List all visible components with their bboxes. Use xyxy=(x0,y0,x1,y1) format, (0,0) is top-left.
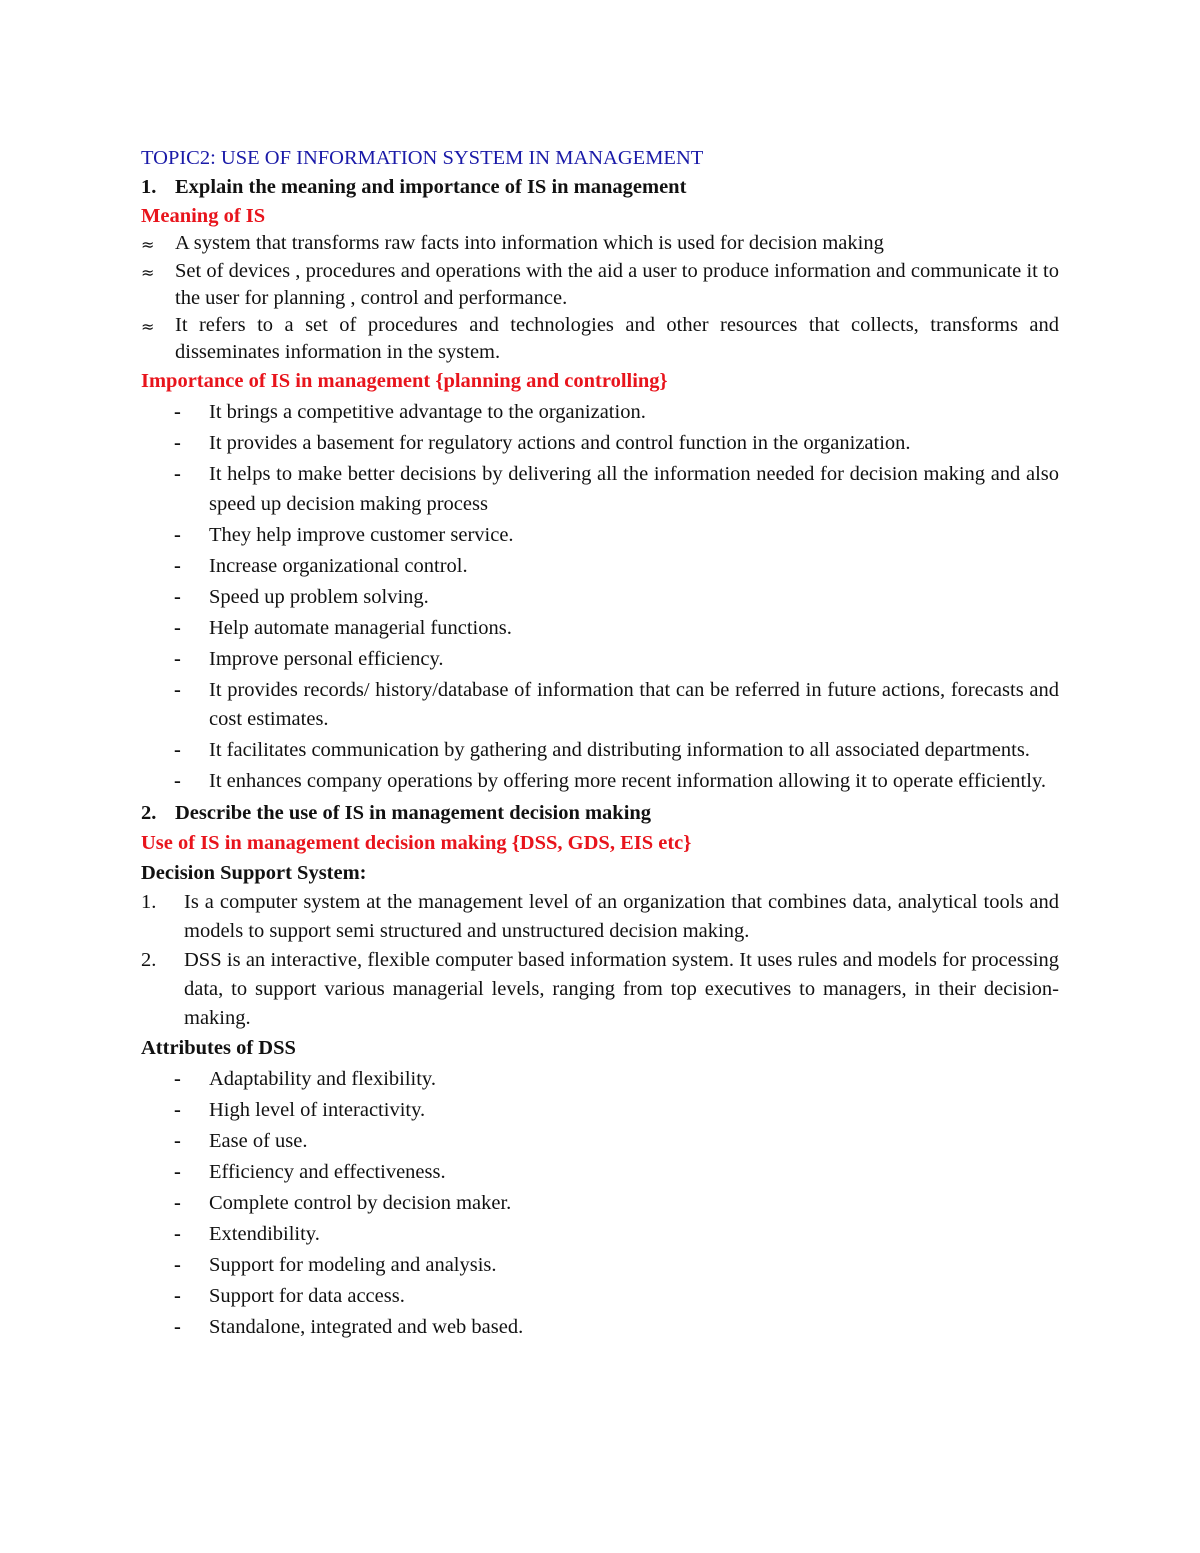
meaning-heading: Meaning of IS xyxy=(141,205,266,227)
list-item xyxy=(141,1127,1059,1157)
dss-heading: Decision Support System: xyxy=(141,862,367,884)
dash-bullet: - xyxy=(174,1099,181,1121)
importance-heading: Importance of IS in management {planning and controlling} xyxy=(141,370,668,392)
list-item-text: High level of interactivity. xyxy=(209,1099,426,1121)
list-item xyxy=(141,645,1059,675)
dash-bullet: - xyxy=(174,616,181,639)
list-item xyxy=(141,429,1059,459)
use-heading: Use of IS in management decision making {DSS, GDS, EIS etc} xyxy=(141,832,692,854)
list-item-text: It provides a basement for regulatory actions and control function in the organization. xyxy=(209,432,911,454)
approx-bullet-icon: ≈ xyxy=(141,235,155,254)
list-item xyxy=(141,460,1059,519)
list-item xyxy=(141,767,1059,797)
dash-bullet: - xyxy=(174,678,181,701)
dash-bullet: - xyxy=(174,770,181,792)
list-item xyxy=(141,1282,1059,1312)
list-item xyxy=(141,312,1059,366)
list-item-text: Complete control by decision maker. xyxy=(209,1192,512,1214)
list-item-text: Set of devices , procedures and operations with the aid a user to produce information and communicate it to the user for planning , control and performance. xyxy=(175,260,1059,309)
dash-bullet: - xyxy=(174,739,181,761)
list-item-text: It brings a competitive advantage to the organization. xyxy=(209,401,646,423)
dash-bullet: - xyxy=(174,1254,181,1276)
list-item-text: Support for modeling and analysis. xyxy=(209,1254,497,1276)
question-2-heading xyxy=(141,798,1059,828)
question-1-text: Explain the meaning and importance of IS in management xyxy=(175,176,687,198)
list-item xyxy=(141,258,1059,312)
list-item xyxy=(141,552,1059,582)
list-item-text: Improve personal efficiency. xyxy=(209,647,444,670)
list-item xyxy=(141,1096,1059,1126)
list-item-text: Adaptability and flexibility. xyxy=(209,1068,436,1090)
list-item-text: It refers to a set of procedures and technologies and other resources that collects, transforms and disseminates information in the system. xyxy=(175,314,1059,363)
list-item-text: Extendibility. xyxy=(209,1223,320,1245)
dash-bullet: - xyxy=(174,554,181,577)
list-item xyxy=(141,1158,1059,1188)
list-item xyxy=(141,521,1059,551)
document-page xyxy=(141,140,1059,1344)
dash-bullet: - xyxy=(174,647,181,670)
dash-bullet: - xyxy=(174,1068,181,1090)
dash-bullet: - xyxy=(174,463,181,485)
list-item xyxy=(141,888,1059,946)
dss-list xyxy=(141,888,1059,1033)
attributes-list xyxy=(141,1065,1059,1343)
list-item-text: They help improve customer service. xyxy=(209,523,514,546)
list-item xyxy=(141,1220,1059,1250)
dash-bullet: - xyxy=(174,523,181,546)
list-item-text: Increase organizational control. xyxy=(209,554,468,577)
list-item-text: Ease of use. xyxy=(209,1130,308,1152)
list-item-number: 2. xyxy=(141,949,157,971)
list-item-text: A system that transforms raw facts into information which is used for decision making xyxy=(175,232,884,254)
list-item-text: DSS is an interactive, flexible computer based information system. It uses rules and models for processing data, to support various managerial levels, ranging from top executives to managers, in their decision-making. xyxy=(184,949,1059,1029)
importance-list xyxy=(141,398,1059,797)
question-1-number: 1. xyxy=(141,176,157,198)
list-item xyxy=(141,1189,1059,1219)
attributes-heading: Attributes of DSS xyxy=(141,1037,296,1059)
list-item-text: Standalone, integrated and web based. xyxy=(209,1316,524,1338)
question-2-text: Describe the use of IS in management decision making xyxy=(175,802,652,824)
dash-bullet: - xyxy=(174,1223,181,1245)
approx-bullet-icon: ≈ xyxy=(141,263,155,282)
list-item-text: Support for data access. xyxy=(209,1285,405,1307)
question-1-heading xyxy=(141,172,1059,202)
list-item xyxy=(141,1065,1059,1095)
list-item xyxy=(141,946,1059,1033)
dash-bullet: - xyxy=(174,585,181,608)
dash-bullet: - xyxy=(174,1285,181,1307)
list-item-text: It enhances company operations by offering more recent information allowing it to operate efficiently. xyxy=(209,770,1046,792)
list-item-number: 1. xyxy=(141,891,157,913)
list-item xyxy=(141,230,1059,258)
dash-bullet: - xyxy=(174,1130,181,1152)
list-item xyxy=(141,398,1059,428)
list-item xyxy=(141,583,1059,613)
list-item-text: Speed up problem solving. xyxy=(209,585,429,608)
question-2-number: 2. xyxy=(141,802,157,824)
list-item-text: It helps to make better decisions by delivering all the information needed for decision making and also speed up decision making process xyxy=(209,463,1059,515)
meaning-list xyxy=(141,230,1059,366)
list-item xyxy=(141,614,1059,644)
dash-bullet: - xyxy=(174,1192,181,1214)
list-item-text: It facilitates communication by gathering and distributing information to all associated departments. xyxy=(209,739,1030,761)
list-item-text: Efficiency and effectiveness. xyxy=(209,1161,446,1183)
list-item-text: Help automate managerial functions. xyxy=(209,616,512,639)
dash-bullet: - xyxy=(174,401,181,423)
list-item xyxy=(141,1251,1059,1281)
list-item xyxy=(141,676,1059,735)
list-item-text: It provides records/ history/database of information that can be referred in future actions, forecasts and cost estimates. xyxy=(209,678,1059,730)
dash-bullet: - xyxy=(174,1316,181,1338)
page-title: TOPIC2: USE OF INFORMATION SYSTEM IN MANAGEMENT xyxy=(141,147,704,169)
list-item xyxy=(141,736,1059,766)
list-item xyxy=(141,1313,1059,1343)
dash-bullet: - xyxy=(174,432,181,454)
dash-bullet: - xyxy=(174,1161,181,1183)
list-item-text: Is a computer system at the management level of an organization that combines data, analytical tools and models to support semi structured and unstructured decision making. xyxy=(184,891,1059,942)
approx-bullet-icon: ≈ xyxy=(141,317,155,336)
